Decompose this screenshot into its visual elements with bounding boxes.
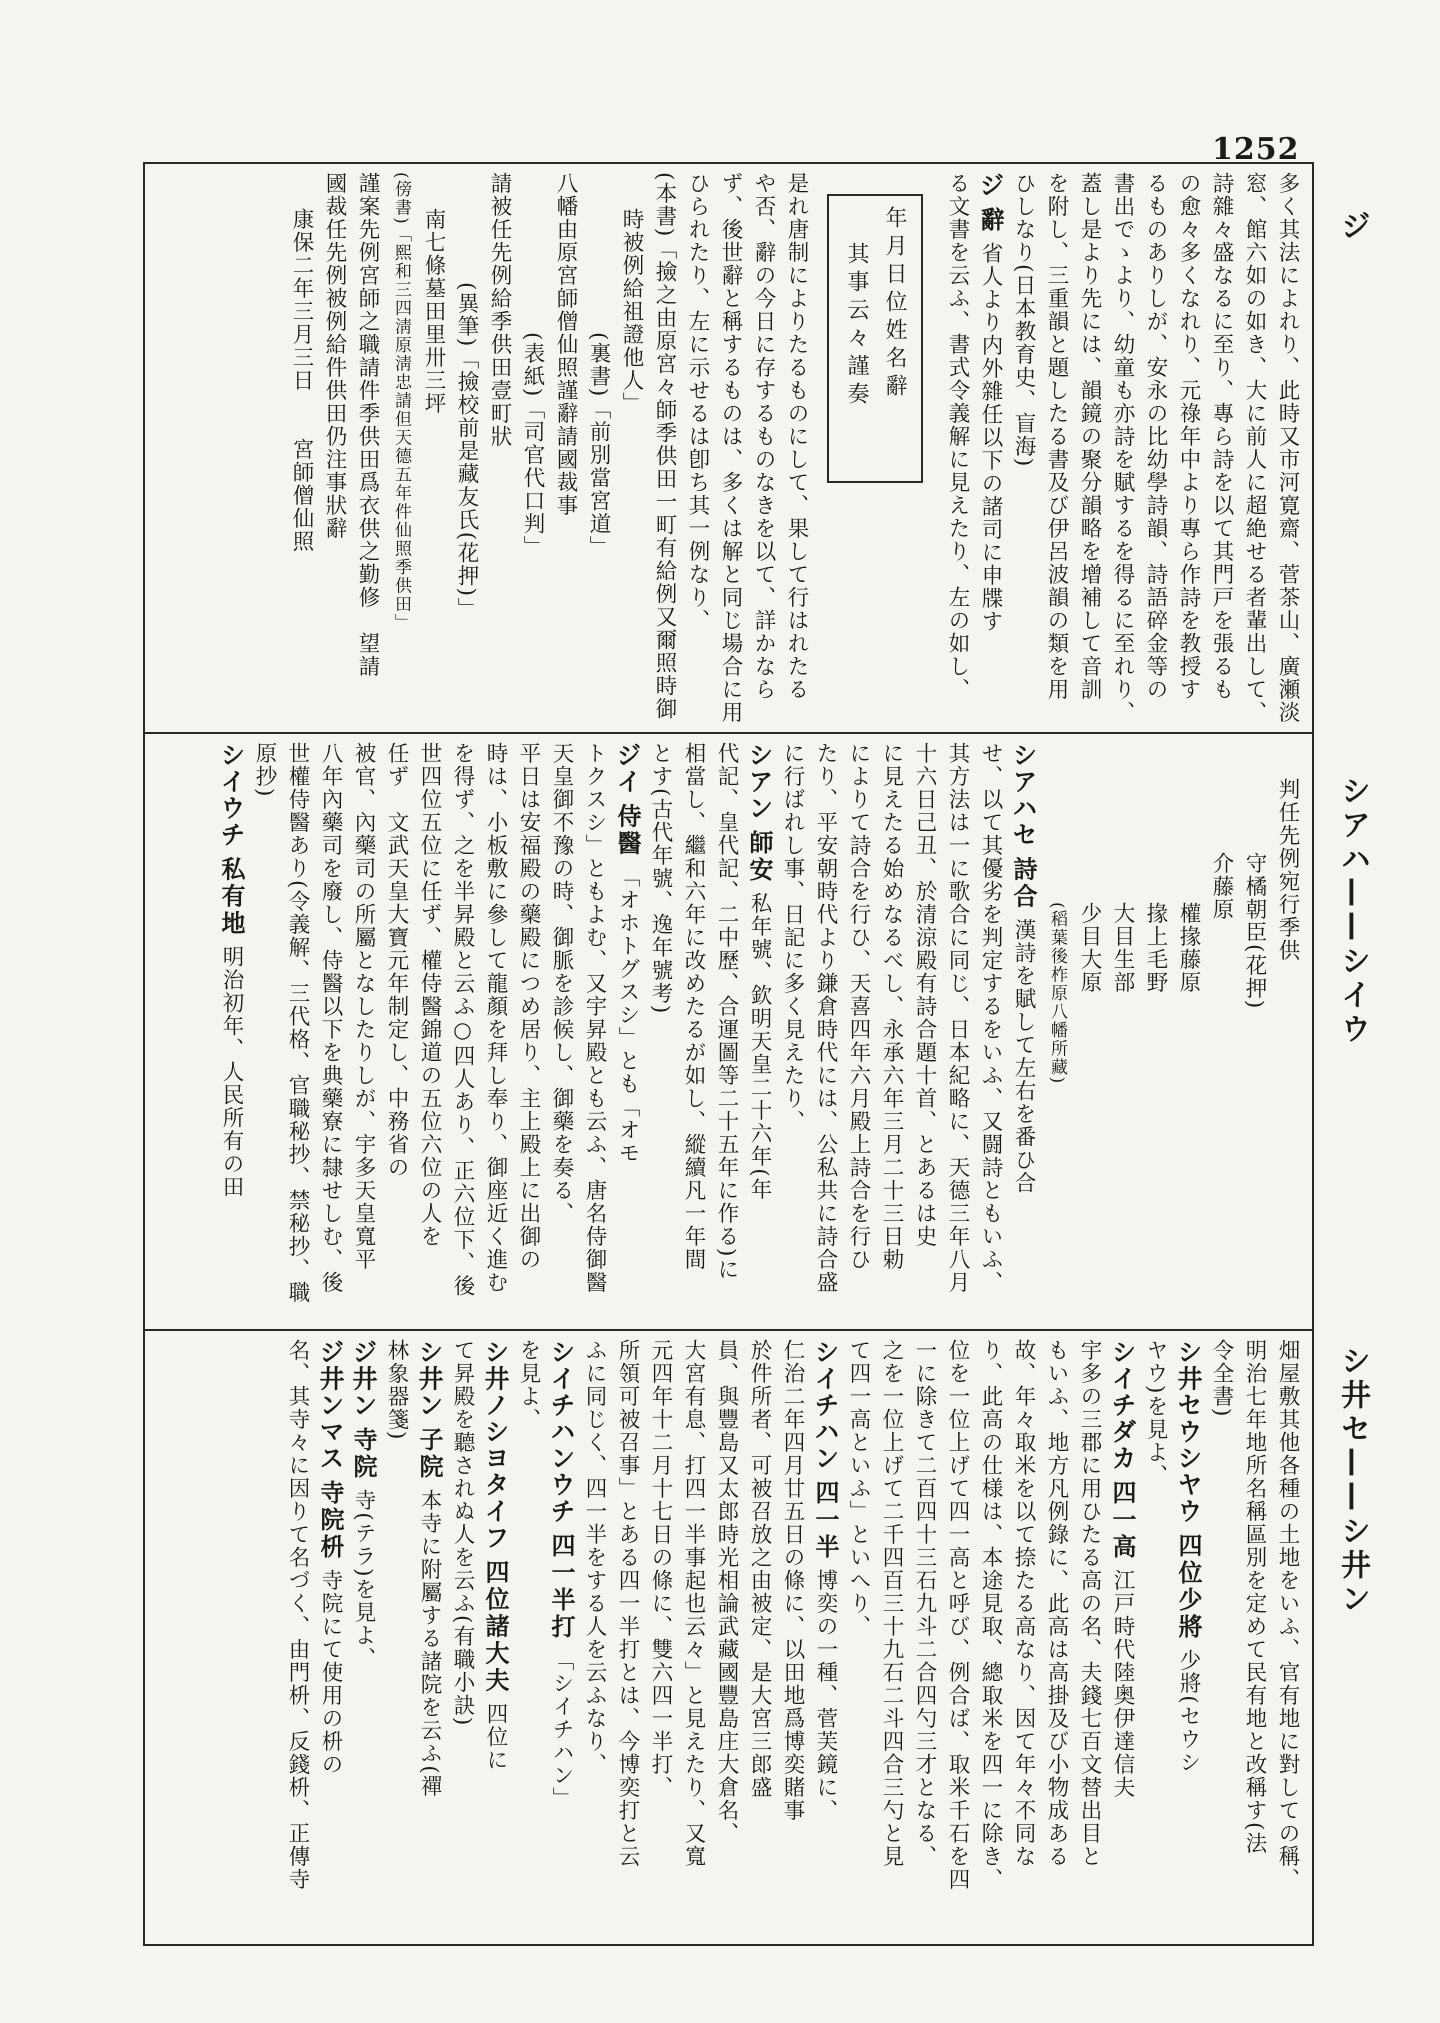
text-line: に見えたる始めなるべし、永承六年三月二十三日勅 (879, 742, 904, 1271)
entry-shiin (413, 1339, 446, 1935)
entry-head: シイチダカ (1108, 1339, 1137, 1472)
text-line: 員、與豐島又太郎時光相論武藏國豐島庄大倉名、 (714, 1339, 739, 1845)
band-middle-text (215, 742, 1304, 1324)
entry-head: シ井ノシヨタイフ (481, 1339, 510, 1551)
text-frame (143, 162, 1314, 1946)
entry-term: 四位少將 (1174, 1532, 1203, 1641)
text-line: 時は、小板敷に參して龍顏を拜し奉り、御座近く進む (483, 742, 508, 1294)
text-line: 世四位五位に任ず、權侍醫錦道の五位六位の人を (417, 742, 442, 1248)
text-line: を附し、三重韻と題したる書及び伊呂波韻の類を用 (1044, 172, 1069, 701)
text-line: 私年號、欽明天皇二十六年(年 (747, 892, 772, 1202)
text-line: 多く其法によれり、此時又市河寛齋、菅茶山、廣瀬淡 (1275, 172, 1300, 724)
text-line: 八年內藥司を廢し、侍醫以下を典藥寮に隸せしむ、後 (318, 742, 343, 1294)
text-line: 少將(セウシ (1176, 1649, 1201, 1775)
text-line: ず、後世辭と稱するものは、多くは解と同じ場合に用 (718, 172, 743, 724)
entry-shii-shodaibu (479, 1339, 512, 1935)
entry-head: ジイ (613, 742, 642, 795)
text-line: の愈々多くなれり、元祿年中より專ら作詩を教授す (1176, 172, 1201, 701)
text-line: ふに同じく、四一半をする人を云ふなり、 (582, 1339, 607, 1776)
text-line: トクスシ」ともよむ、又宇昇殿とも云ふ、唐名侍御醫 (582, 742, 607, 1294)
text-line: 令全書) (1209, 1339, 1234, 1418)
entry-term: 子院 (415, 1426, 444, 1481)
entry-head: シアハセ (1009, 742, 1038, 848)
text-line: 是れ唐制によりたるものにして、果して行はれたる (784, 172, 809, 701)
text-line: 掾上毛野 (1143, 902, 1168, 994)
text-line: 國裁任先例被例給件供田仍注事狀辭 (322, 172, 347, 540)
entry-ji (974, 172, 1007, 728)
text-line: 少目大原 (1077, 902, 1102, 994)
entry-head: シイチハンウチ (547, 1339, 576, 1525)
text-line: 於件所者、可被召放之由被定、是大宮三郎盛 (747, 1339, 772, 1799)
entry-term: 四位諸大夫 (481, 1559, 510, 1695)
text-line: 相當し、繼和六年に改めたるが如し、縱續凡一年間 (681, 742, 706, 1271)
entry-jii (611, 742, 644, 1324)
text-line: (異筆)「撿校前是藏友氏(花押)」 (454, 282, 479, 621)
text-line: (本書)「撿之由原宮々師季供田一町有給例又爾照時御 (652, 172, 677, 721)
text-line: 詩雜々盛なるに至り、專ら詩を以て其門戸を張るも (1209, 172, 1234, 701)
entry-term: 四一半打 (547, 1532, 576, 1641)
text-line: や否、辭の今日に存するものなきを以て、詳かなら (751, 172, 776, 701)
text-line: 寺院にて使用の枡の (318, 1569, 343, 1777)
text-line: 一に除きて二百四十三石九斗二合四勺三才となる、 (912, 1339, 937, 1868)
entry-shiichihanuchi (545, 1339, 578, 1935)
text-line: 平日は安福殿の藥殿につめ居り、主上殿上に出御の (516, 742, 541, 1271)
text-line: 康保二年三月三日 宮師僧仙照 (289, 208, 314, 553)
text-line: 故、年々取米を以て捺たる高なり、因て年々不同な (1011, 1339, 1036, 1868)
entry-head: ジ井ンマス (316, 1339, 345, 1472)
text-line: 其方法は一に歌合に同じ、日本紀略に、天德三年八月 (945, 742, 970, 1294)
text-line: 漢詩を賦して左右を番ひ合 (1011, 918, 1036, 1195)
text-line: 介藤原 (1209, 852, 1234, 921)
text-line: せ、以て其優劣を判定するをいふ、又闘詩ともいふ、 (978, 742, 1003, 1294)
text-line: 元四年十二月十七日の條に、雙六四一半打、 (648, 1339, 673, 1799)
text-line: とす(古代年號、逸年號考) (648, 742, 673, 1015)
text-line: ヤウ)を見よ、 (1143, 1339, 1168, 1487)
side-label-top: ジ (1335, 210, 1370, 244)
entry-term: 四一半 (811, 1479, 840, 1561)
entry-head: ジ井ン (349, 1339, 378, 1419)
entry-head: ジ (976, 172, 1005, 199)
text-line: 南七條墓田里卅三坪 (421, 208, 446, 415)
text-line: 蓋し是より先には、韻鏡の聚分韻略を增補して音訓 (1077, 172, 1102, 701)
text-line: 林象器箋) (384, 1339, 409, 1441)
text-line: を見よ、 (516, 1339, 541, 1431)
text-line: 天皇御不豫の時、御脈を診候し、御藥を奏る、 (549, 742, 574, 1225)
entry-shii-shosho (1172, 1339, 1205, 1935)
text-line: 權掾藤原 (1176, 902, 1201, 994)
entry-term: 私有地 (217, 856, 246, 938)
text-line: もいふ、地方凡例錄に、此高は高掛及び小物成ある (1044, 1339, 1069, 1868)
entry-term: 四一高 (1108, 1479, 1137, 1561)
entry-jiinmasu (314, 1339, 347, 1935)
text-line: 寺(テラ)を見よ、 (351, 1489, 376, 1670)
band-bottom (153, 1339, 1304, 1935)
text-line: 「シイチハン」 (549, 1649, 574, 1811)
text-line: 大目生部 (1110, 902, 1135, 994)
text-line: 博奕の一種、菅芙鏡に、 (813, 1569, 838, 1823)
band-divider-1 (145, 732, 1312, 734)
entry-shiichihan (809, 1339, 842, 1935)
text-line: に行ばれし事、日記に多く見えたり、 (780, 742, 805, 1133)
text-line: ひしなり(日本教育史、盲海) (1011, 172, 1036, 468)
form-box-line: 年月日位姓名辭 (882, 206, 907, 402)
text-line: 江戸時代陸奥伊達信夫 (1110, 1569, 1135, 1800)
entry-head: シイウチ (217, 742, 246, 848)
text-line: 之を一位上げて二千四百三十九石二斗四合三勺と見 (879, 1339, 904, 1868)
text-line: 仁治二年四月廿五日の條に、以田地爲博奕賭事 (780, 1339, 805, 1822)
entry-jiin (347, 1339, 380, 1935)
text-line: 本寺に附屬する諸院を云ふ(禪 (417, 1489, 442, 1799)
text-line: り、此高の仕様は、本途見取、總取米を四一に除き、 (978, 1339, 1003, 1891)
text-line: 謹案先例宮師之職請件季供田爲衣供之勤修 望請 (355, 172, 380, 678)
text-line: 「オホトグスシ」とも「オモ (615, 865, 640, 1165)
form-box (827, 194, 923, 483)
side-label-middle: シアハ——シイウ (1335, 775, 1370, 1047)
text-line: 請被任先例給季供田壹町狀 (487, 172, 512, 448)
text-line: 世權侍醫あり(令義解、三代格、官職秘抄、禁秘抄、職 (285, 742, 310, 1304)
text-line: 位を一位上げて四一高と呼び、例合ば、取米千石を四 (945, 1339, 970, 1891)
text-line: 原抄) (252, 742, 277, 798)
text-line: (傍書)「熙和三四淸原淸忠請但天德五年件仙照季供田」 (391, 172, 411, 633)
text-line: 任ず 文武天皇大寶元年制定し、中務省の (384, 742, 409, 1179)
page-number: 1252 (1212, 132, 1300, 167)
band-top-document (285, 172, 813, 728)
text-line: 守橘朝臣(花押) (1242, 852, 1267, 1010)
text-line: るものありしが、安永の比幼學詩韻、詩語碎金等の (1143, 172, 1168, 701)
entry-head: シイチハン (811, 1339, 840, 1472)
side-label-bottom: シ井セ——シ井ン (1335, 1345, 1370, 1617)
text-line: 窓、館六如の如き、大に前人に超絶せる者輩出して、 (1242, 172, 1267, 724)
text-line: 宇多の三郡に用ひたる高の名、夫錢七百文替出目と (1077, 1339, 1102, 1868)
band-divider-2 (145, 1329, 1312, 1331)
text-line: 十六日己丑、於清涼殿有詩合題十首、とあるは史 (912, 742, 937, 1248)
text-line: る文書を云ふ、書式令義解に見えたり、左の如し、 (945, 172, 970, 701)
text-line: 名、其寺々に因りて名づく、由門枡、反錢枡、正傳寺 (285, 1339, 310, 1891)
text-line: 四位に (483, 1702, 508, 1772)
entry-shiahase (1007, 742, 1040, 1324)
entry-term: 詩合 (1009, 856, 1038, 911)
text-line: 判任先例宛行季供 (1275, 778, 1300, 962)
entry-term: 寺院枡 (316, 1479, 345, 1561)
form-box-line: 其事云々謹奏 (844, 242, 869, 410)
text-line: 八幡由原宮師僧仙照謹辭請國裁事 (553, 172, 578, 517)
text-line: 省人より内外雜任以下の諸司に申牒す (978, 242, 1003, 634)
band-middle (153, 742, 1304, 1324)
text-line: たり、平安朝時代より鎌倉時代には、公私共に詩合盛 (813, 742, 838, 1294)
text-line: 明治初年、人民所有の田 (219, 945, 244, 1199)
text-line: て四一高といふ」といへり、 (846, 1339, 871, 1638)
entry-head: シ井ン (415, 1339, 444, 1419)
entry-shian (743, 742, 776, 1324)
band-bottom-text (281, 1339, 1304, 1935)
entry-shiichidaka (1106, 1339, 1139, 1935)
entry-head: シアン (745, 742, 774, 822)
text-line: 畑屋敷其他各種の土地をいふ、官有地に對しての稱、 (1275, 1339, 1300, 1891)
entry-term: 辭 (976, 206, 1005, 234)
text-line: によりて詩合を行ひ、天喜四年六月殿上詩合を行ひ (846, 742, 871, 1271)
entry-term: 侍醫 (613, 803, 642, 858)
text-line: 所領可被召事」とある四一半打とは、今博奕打と云 (615, 1339, 640, 1868)
text-line: (表紙)「司官代口判」 (520, 332, 545, 559)
text-line: 時被例給祖證他人」 (619, 208, 644, 415)
text-line: (裏書)「前別當宮道」 (586, 332, 611, 559)
text-line: 明治七年地所名稱區別を定めて民有地と改稱す(法 (1242, 1339, 1267, 1855)
text-line: て昇殿を聽されぬ人を云ふ(有職小訣) (450, 1339, 475, 1727)
text-line: を得ず、之を半昇殿と云ふ○四人あり、正六位下、後 (450, 742, 475, 1298)
text-line: (稻葉後柞原八幡所藏) (1047, 902, 1067, 1085)
entry-term: 寺院 (349, 1426, 378, 1481)
text-line: 大宮有息、打四一半事起也云々」と見えたり、又寬 (681, 1339, 706, 1868)
entry-term: 師安 (745, 829, 774, 884)
text-line: 被官、內藥司の所屬となしたりしが、宇多天皇寬平 (351, 742, 376, 1271)
band-top-continuation (941, 172, 1304, 728)
entry-head: シ井セウシヤウ (1174, 1339, 1203, 1525)
entry-shiiuchi (215, 742, 248, 1324)
text-line: 代記、皇代記、二中歷、合運圖等二十五年に作る)に (714, 742, 739, 1281)
band-top (153, 172, 1304, 728)
text-line: ひられたり、左に示せるは卽ち其一例なり、 (685, 172, 710, 632)
text-line: 書出でゝより、幼童も亦詩を賦するを得るに至れり、 (1110, 172, 1135, 724)
